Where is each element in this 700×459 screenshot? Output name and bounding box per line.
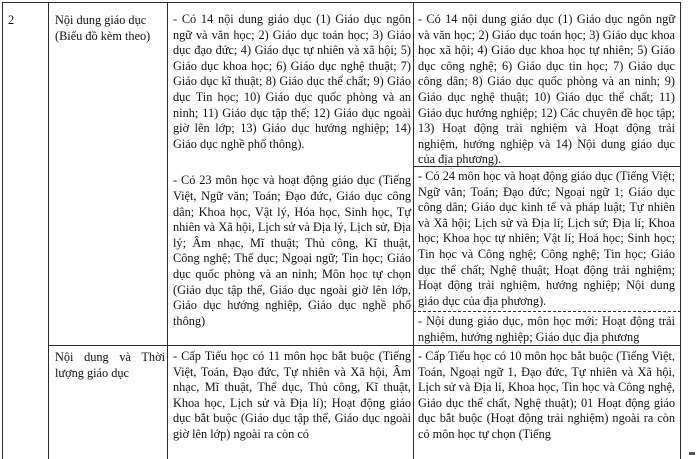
row-number: 2 [8, 13, 15, 27]
new-primary-subjects-cell [418, 349, 675, 443]
new-content-cell-3 [418, 314, 675, 345]
old-primary-subjects-cell [173, 349, 411, 443]
table-border-right [680, 2, 681, 459]
table-border-left [2, 2, 3, 459]
new-content-cell-1 [418, 12, 675, 168]
page-edge-mark [689, 452, 695, 455]
old-23-subjects-paragraph: - Có 23 môn học và hoạt động giáo dục (Tiếng Việt, Ngữ văn; Toán; Đạo đức, Giáo dục công dân; Khoa học, Vật lý, Hóa học, Sinh học, Tự nhiên và Xã hội, Lịch sử và Địa lý, Lịch sử, Địa lý; Âm nhạc, Mĩ thuật; Thủ công, Kĩ thuật, Công nghệ; Thể dục; Ngoại ngữ; Tin học; Giáo dục quốc phòng và an ninh; Môn học tự chọn (Giáo dục tập thể, Giáo dục ngoài giờ lên lớp, Giáo dục hướng nghiệp, Giáo dục nghề phổ thông) [173, 173, 411, 328]
column-divider-2 [167, 2, 168, 459]
new-primary-subjects-paragraph: - Cấp Tiểu học có 10 môn học bắt buộc (Tiếng Việt, Toán, Ngoại ngữ 1, Đạo đức, Tự nhiên và Xã hội, Lịch sử và Địa lí, Khoa học, Tin học và Công nghệ, Giáo dục thể chất, Nghệ thuật); 01 Hoạt động giáo dục bắt buộc (Hoạt động trải nghiệm) ngoài ra còn có môn học tự chọn (Tiếng [418, 349, 675, 441]
new-14-contents-paragraph: - Có 14 nội dung giáo dục (1) Giáo dục ngôn ngữ và văn học; 2) Giáo dục toán học; 3) Giáo dục khoa học xã hội; 4) Giáo dục khoa học tự nhiên; 5) Giáo dục công nghệ; 6) Giáo dục tin học; 7) Giáo dục công dân; 8) Giáo dục quốc phòng và an ninh; 9) Giáo dục nghệ thuật; 10) Giáo dục thể chất; 11) Giáo dục hướng nghiệp; 12) Các chuyên đề học tập; 13) Hoạt động trải nghiệm và Hoạt động trải nghiệm, hướng nghiệp và 14) Nội dung giáo dục của địa phương). [418, 12, 675, 167]
column-divider-3 [413, 2, 414, 459]
old-primary-subjects-paragraph: - Cấp Tiểu học có 11 môn học bắt buộc (Tiếng Việt, Toán, Đạo đức, Tự nhiên và Xã hội, Âm nhạc, Mĩ thuật, Thể dục, Thủ công, Kĩ thuật, Khoa học, Lịch sử và Địa lí); Hoạt động giáo dục bắt buộc (Giáo dục tập thể, Giáo dục ngoài giờ lên lớp) ngoài ra còn có [173, 349, 411, 441]
column-divider-1 [48, 2, 49, 459]
row-label-duration: Nội dung và Thời lượng giáo dục [55, 350, 165, 380]
old-14-contents-paragraph: - Có 14 nội dung giáo dục (1) Giáo dục ngôn ngữ và văn học; 2) Giáo dục toán học; 3) Giáo dục đạo đức; 4) Giáo dục tự nhiên và xã hội; 5) Giáo dục khoa học; 6) Giáo dục nghệ thuật; 7) Giáo dục kĩ thuật; 8) Giáo dục thể chất; 9) Giáo dục Tin học; 10) Giáo dục quốc phòng và an ninh; 11) Giáo dục tập thể; 12) Giáo dục ngoài giờ lên lớp; 13) Giáo dục hướng nghiệp; 14) Giáo dục nghề phổ thông). [173, 12, 411, 151]
new-subjects-paragraph: - Nội dung giáo dục, môn học mới: Hoạt động trải nghiệm, hướng nghiệp; Giáo dục địa phương [418, 314, 675, 344]
cell-divider-dashed [413, 311, 681, 312]
old-content-cell-1 [173, 12, 411, 329]
new-24-subjects-paragraph: - Có 24 môn học và hoạt động giáo dục (Tiếng Việt; Ngữ văn; Toán; Đạo đức; Ngoại ngữ 1; Giáo dục công dân; Giáo dục kinh tế và pháp luật; Tự nhiên và Xã hội; Lịch sử và Địa lí; Lịch sử; Địa lí; Khoa học; Khoa học tự nhiên; Vật lí; Hoá học; Sinh học; Tin học và Công nghệ; Công nghệ; Tin học; Giáo dục thể chất; Nghệ thuật; Hoạt động trải nghiệm; Hoạt động trải nghiệm, hướng nghiệp; Nội dung giáo dục của địa phương). [418, 169, 675, 308]
new-content-cell-2 [418, 169, 675, 309]
row-label-line2: (Biểu đồ kèm theo) [55, 29, 151, 43]
table-border-top [2, 2, 681, 3]
row-label-line1: Nội dung giáo dục [55, 13, 147, 27]
row-label-education-content [55, 12, 165, 44]
